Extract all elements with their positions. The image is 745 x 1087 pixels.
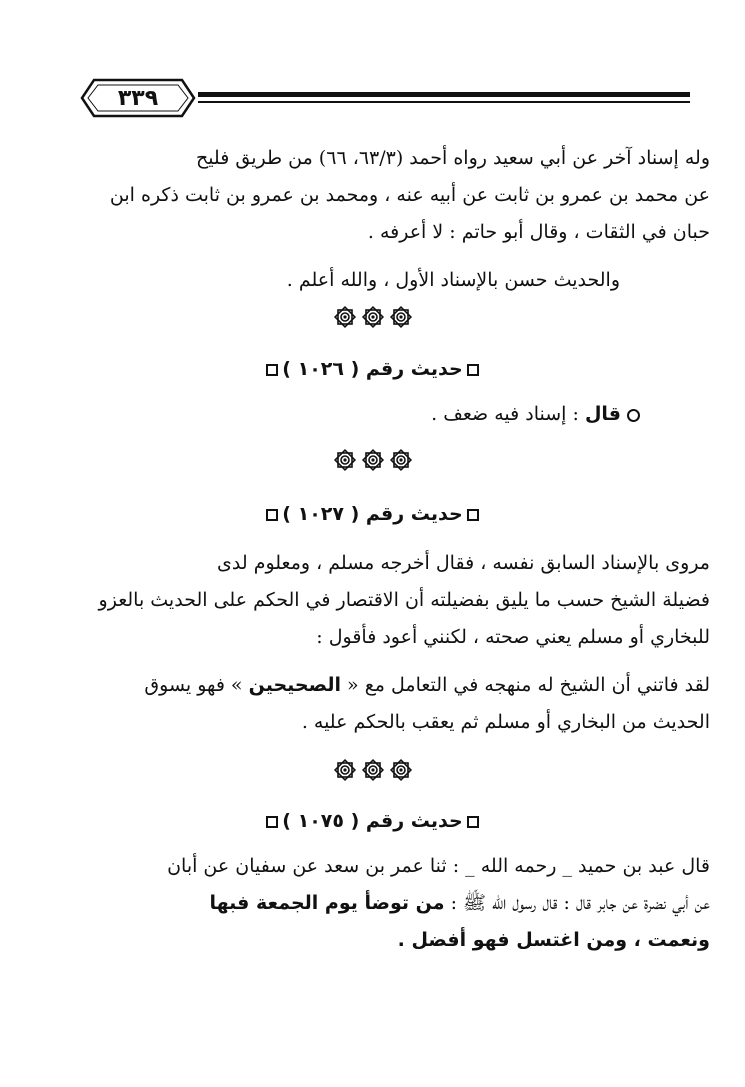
paragraph-5 [70,848,710,959]
text-run: » فهو يسوق [144,674,243,696]
text-line: ونعمت ، ومن اغتسل فهو أفضل . [397,929,710,951]
page-number: ٣٣٩ [117,85,159,111]
star-ornament-icon [389,758,413,782]
circle-bullet-icon [627,409,640,422]
text-line [70,885,710,922]
star-ornament-icon [333,305,357,329]
text-line: للبخاري أو مسلم يعني صحته ، لكنني أعود فأقول : [316,626,710,648]
heading-text: حديث رقم ( ١٠٢٧ ) [282,503,463,525]
header-rule [198,92,690,97]
square-bullet-icon [467,816,479,828]
square-bullet-icon [467,364,479,376]
header-rule-thin [198,101,690,103]
hadith-heading [0,358,745,380]
comment-text: : إسناد فيه ضعف . [431,403,579,425]
paragraph-2 [100,262,620,299]
text-line: فضيلة الشيخ حسب ما يليق بفضيلته أن الاقتصار في الحكم على الحديث بالعزو [98,589,710,611]
text-line: الحديث من البخاري أو مسلم ثم يعقب بالحكم عليه . [301,711,710,733]
text-run: لقد فاتني أن الشيخ له منهجه في التعامل مع « [347,674,710,696]
ornament-separator [0,305,745,329]
text-line: حبان في الثقات ، وقال أبو حاتم : لا أعرفه . [367,221,710,243]
hadith-heading [0,810,745,832]
star-ornament-icon [389,305,413,329]
text-line: عن محمد بن عمرو بن ثابت عن أبيه عنه ، ومحمد بن عمرو بن ثابت ذكره ابن [109,184,710,206]
page-number-badge [80,76,196,120]
ornament-separator [0,758,745,782]
square-bullet-icon [266,509,278,521]
paragraph-4 [70,667,710,741]
text-line: والحديث حسن بالإسناد الأول ، والله أعلم . [286,269,620,291]
square-bullet-icon [266,816,278,828]
star-ornament-icon [361,305,385,329]
qala-label: قال [584,403,621,425]
text-line: قال عبد بن حميد _ رحمه الله _ : ثنا عمر بن سعد عن سفيان عن أبان [167,855,710,877]
text-line [70,667,710,704]
heading-text: حديث رقم ( ١٠٢٦ ) [282,358,463,380]
comment-line [70,403,640,425]
ornament-separator [0,448,745,472]
hadith-heading [0,503,745,525]
paragraph-3 [70,545,710,656]
star-ornament-icon [361,448,385,472]
text-run: عن أبي نضرة عن جابر قال : قال رسول الله ﷺ : [450,892,710,914]
text-line: مروى بالإسناد السابق نفسه ، فقال أخرجه مسلم ، ومعلوم لدى [217,552,710,574]
emphasis-text: من توضأ يوم الجمعة فبها [209,892,445,914]
emphasis-text: الصحيحين [248,674,341,696]
square-bullet-icon [266,364,278,376]
page-header [80,74,690,124]
text-line: وله إسناد آخر عن أبي سعيد رواه أحمد (٦٣/٣، ٦٦) من طريق فليح [195,147,710,169]
heading-text: حديث رقم ( ١٠٧٥ ) [282,810,463,832]
star-ornament-icon [389,448,413,472]
star-ornament-icon [333,448,357,472]
star-ornament-icon [361,758,385,782]
star-ornament-icon [333,758,357,782]
square-bullet-icon [467,509,479,521]
paragraph-1 [70,140,710,251]
